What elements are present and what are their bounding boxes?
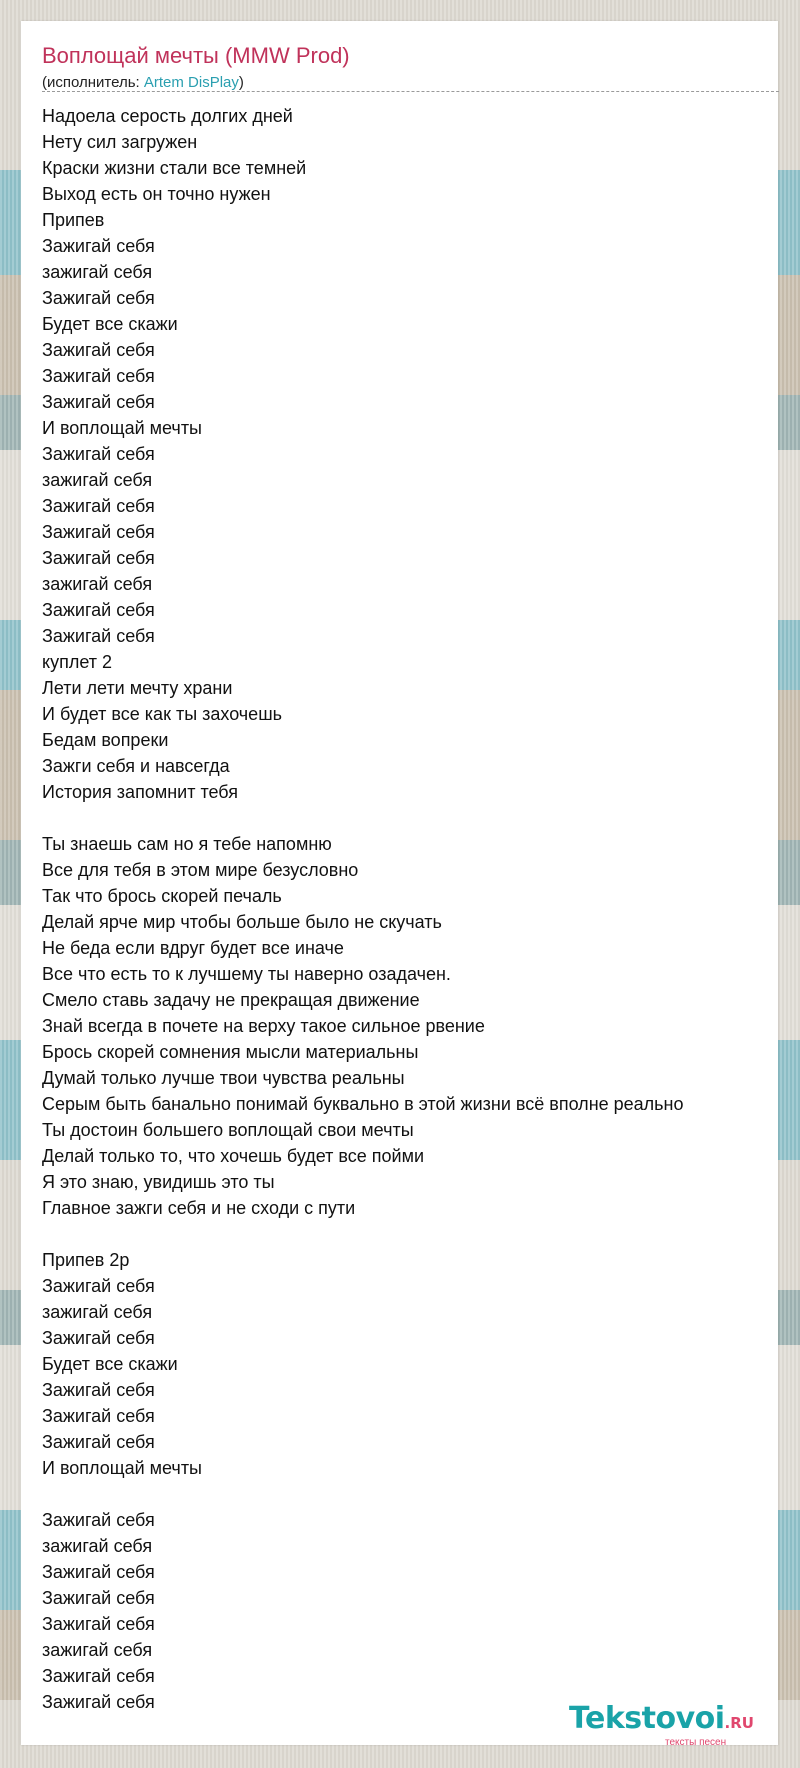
lyric-line: Зажигай себя [42,522,155,542]
lyric-line: Зажигай себя [42,366,155,386]
lyric-line: Не беда если вдруг будет все иначе [42,938,344,958]
lyrics-card [21,21,778,1748]
performer-prefix: (исполнитель: [42,74,144,91]
lyric-line: Надоела серость долгих дней [42,106,293,126]
lyric-line: Зажигай себя [42,236,155,256]
lyric-line: зажигай себя [42,470,153,490]
lyric-line: Я это знаю, увидишь это ты [42,1172,275,1192]
lyric-line: Зажигай себя [42,626,155,646]
lyric-line: Зажигай себя [42,1406,155,1426]
lyric-line: Будет все скажи [42,314,178,334]
lyric-line: И воплощай мечты [42,418,202,438]
lyric-line: зажигай себя [42,1302,153,1322]
lyric-line: Зажигай себя [42,548,155,568]
lyric-line: Лети лети мечту храни [42,678,233,698]
lyric-line [42,805,772,831]
lyric-line: Смело ставь задачу не прекращая движение [42,990,420,1010]
logo-tagline: тексты песен [665,1737,727,1748]
lyric-line [42,1481,772,1507]
lyric-line: Выход есть он точно нужен [42,184,271,204]
lyric-line: И будет все как ты захочешь [42,704,283,724]
lyric-line: Делай только то, что хочешь будет все пойми [42,1146,424,1166]
lyric-line: Брось скорей сомнения мысли материальны [42,1042,419,1062]
lyric-line: Зажигай себя [42,1380,155,1400]
lyric-line: Припев [42,210,105,230]
lyric-line: Зажигай себя [42,1276,155,1296]
lyric-line: Думай только лучше твои чувства реальны [42,1068,405,1088]
lyric-line: Зажигай себя [42,1666,155,1686]
lyric-line: Зажигай себя [42,392,155,412]
lyric-line [42,1221,772,1247]
lyric-line: Будет все скажи [42,1354,178,1374]
lyric-line: И воплощай мечты [42,1458,202,1478]
lyric-line: Все что есть то к лучшему ты наверно озадачен. [42,964,451,984]
lyric-line: зажигай себя [42,1536,153,1556]
lyrics-text [42,103,772,1715]
lyric-line: Зажигай себя [42,1562,155,1582]
song-title: Воплощай мечты (MMW Prod) [42,43,350,68]
lyric-line: Краски жизни стали все темней [42,158,307,178]
lyric-line: Зажигай себя [42,444,155,464]
lyric-line: Зажигай себя [42,600,155,620]
lyric-line: зажигай себя [42,262,153,282]
lyric-line: Главное зажги себя и не сходи с пути [42,1198,356,1218]
lyric-line: Нету сил загружен [42,132,198,152]
lyric-line: Все для тебя в этом мире безусловно [42,860,359,880]
lyric-line: Бедам вопреки [42,730,169,750]
lyric-line: Знай всегда в почете на верху такое сильное рвение [42,1016,485,1036]
lyric-line: Серым быть банально понимай буквально в этой жизни всё вполне реально [42,1094,684,1114]
lyric-line: куплет 2 [42,652,112,672]
lyric-line: Зажигай себя [42,288,155,308]
lyric-line: Зажигай себя [42,340,155,360]
lyric-line: Зажигай себя [42,1588,155,1608]
lyric-line: Зажигай себя [42,1432,155,1452]
logo-main-text: Tekstovoi [569,1701,725,1736]
lyric-line: Ты знаешь сам но я тебе напомню [42,834,332,854]
lyric-line: Ты достоин большего воплощай свои мечты [42,1120,414,1140]
lyric-line: Зажигай себя [42,1692,155,1712]
lyric-line: Припев 2р [42,1250,130,1270]
lyric-line: Зажги себя и навсегда [42,756,230,776]
performer-line [42,74,244,91]
site-logo[interactable] [569,1701,769,1749]
lyric-line: Зажигай себя [42,1510,155,1530]
lyric-line: зажигай себя [42,574,153,594]
lyric-line: Зажигай себя [42,496,155,516]
lyric-line: зажигай себя [42,1640,153,1660]
performer-suffix: ) [238,74,244,91]
lyric-line: Так что брось скорей печаль [42,886,282,906]
title-divider [42,91,779,92]
lyric-line: История запомнит тебя [42,782,238,802]
lyric-line: Зажигай себя [42,1614,155,1634]
lyric-line: Зажигай себя [42,1328,155,1348]
logo-tld: .RU [724,1714,754,1732]
artist-link[interactable]: Artem DisPlay [143,74,239,91]
lyric-line: Делай ярче мир чтобы больше было не скучать [42,912,442,932]
